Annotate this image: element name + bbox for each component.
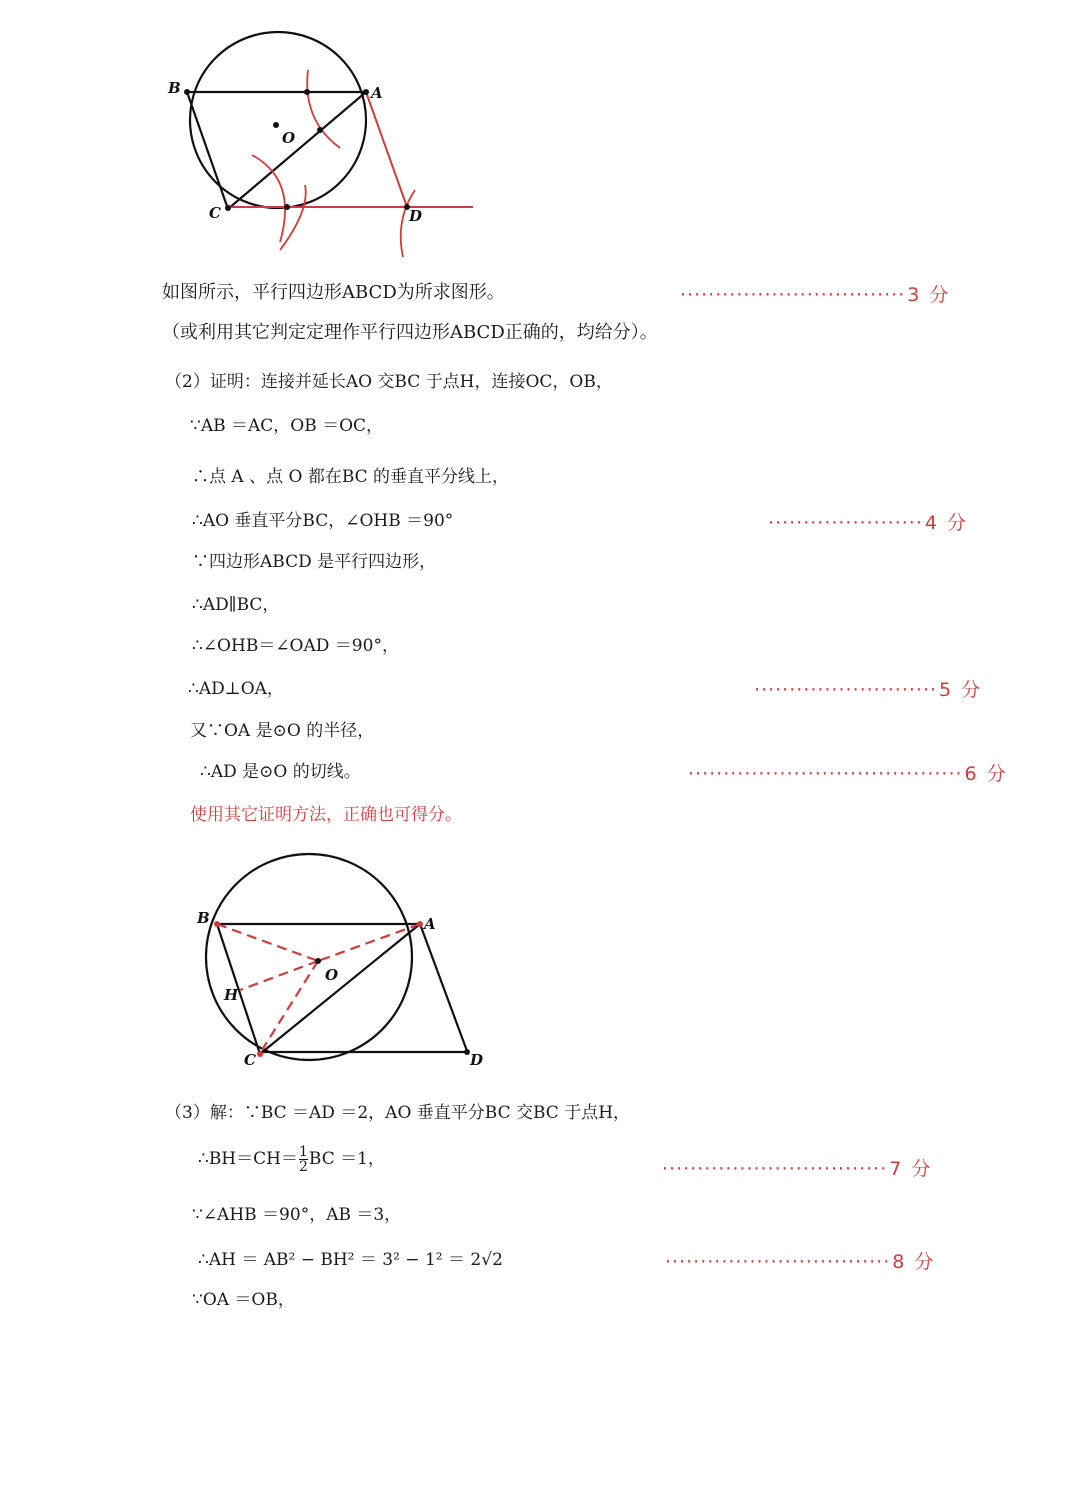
part2-line10: ∴AD 是⊙O 的切线。 [200,762,361,782]
figure-proof [190,845,500,1075]
point-o [315,958,321,964]
dashed-oc [262,961,318,1050]
dashed-oh [240,961,318,990]
segment-ca [260,924,420,1054]
score-dots: ·························· [754,679,938,701]
part2-line9: 又∵OA 是⊙O 的半径， [190,721,375,741]
score-unit: 分 [946,512,966,534]
fraction-numerator: 1 [298,1144,308,1160]
score-number: 6 [964,763,977,785]
fraction-denominator: 2 [298,1159,308,1175]
arc-mark-bottom [252,155,285,242]
label-c: C [209,204,221,222]
part3-line2-post: BC ＝1， [308,1149,385,1169]
score-marker-4 [768,508,966,535]
segment-ad [366,92,407,207]
part2-line5: ∵四边形ABCD 是平行四边形， [192,552,437,572]
part2-note: 使用其它证明方法，正确也可得分。 [190,805,462,825]
label-d: D [470,1051,484,1069]
point-mid-ab [304,89,310,95]
part3-line5: ∵OA ＝OB， [192,1290,295,1310]
score-marker-8 [665,1247,933,1274]
figure-construction [160,20,490,270]
part2-line3: ∴点 A 、点 O 都在BC 的垂直平分线上， [192,467,510,487]
segment-ca [228,92,366,209]
dashed-bo [217,924,318,961]
segment-bc [187,92,228,209]
score-dots: ································ [665,1251,891,1273]
score-number: 3 [907,284,920,306]
point-c [225,205,231,211]
point-o [273,122,279,128]
label-a: A [371,84,383,102]
part3-line2 [198,1145,385,1174]
point-mid-ac [317,127,323,133]
label-b: B [197,909,210,927]
part3-line1: （3）解：∵BC ＝AD ＝2，AO 垂直平分BC 交BC 于点H， [165,1103,631,1123]
point-b [184,89,190,95]
score-dots: ······································· [688,763,963,785]
label-o: O [282,129,296,147]
score-number: 8 [892,1251,905,1273]
score-unit: 分 [961,679,981,701]
part2-line7: ∴∠OHB＝∠OAD ＝90°， [192,636,399,656]
part3-line3: ∵∠AHB ＝90°，AB ＝3， [192,1205,402,1225]
score-marker-5 [754,675,980,702]
score-number: 5 [939,679,952,701]
part2-line4: ∴AO 垂直平分BC，∠OHB ＝90° [192,511,454,531]
score-unit: 分 [911,1158,931,1180]
part2-line2: ∵AB ＝AC，OB ＝OC， [190,416,384,436]
point-mid-cd [284,204,290,210]
label-b: B [168,79,181,97]
score-marker-3 [680,280,948,307]
score-number: 4 [924,512,937,534]
score-dots: ································ [662,1158,888,1180]
score-marker-7 [662,1154,930,1181]
label-h: H [224,986,239,1004]
part3-line4: ∴AH ＝ AB² − BH² ＝ 3² − 1² ＝ 2√2 [198,1250,503,1270]
dashed-ao [318,924,420,961]
part3-line2-pre: ∴BH＝CH＝ [198,1149,298,1169]
point-c [257,1051,263,1057]
part2-line8: ∴AD⊥OA， [188,679,284,699]
label-a: A [424,915,436,933]
label-o: O [325,966,339,984]
part1-line1: 如图所示，平行四边形ABCD为所求图形。 [162,282,505,303]
score-dots: ································ [680,284,906,306]
score-unit: 分 [929,284,949,306]
fraction-one-half [299,1145,308,1174]
label-d: D [409,207,423,225]
part2-line6: ∴AD∥BC， [192,595,280,615]
score-number: 7 [889,1158,902,1180]
point-b [214,921,220,927]
point-a [363,89,369,95]
score-marker-6 [688,759,1006,786]
point-a [417,921,423,927]
score-unit: 分 [986,763,1006,785]
score-dots: ······················ [768,512,923,534]
label-c: C [244,1051,256,1069]
part2-line1: （2）证明：连接并延长AO 交BC 于点H，连接OC，OB， [165,372,613,392]
segment-ad [420,924,467,1051]
score-unit: 分 [914,1251,934,1273]
part1-line2: （或利用其它判定定理作平行四边形ABCD正确的，均给分）。 [162,322,658,343]
